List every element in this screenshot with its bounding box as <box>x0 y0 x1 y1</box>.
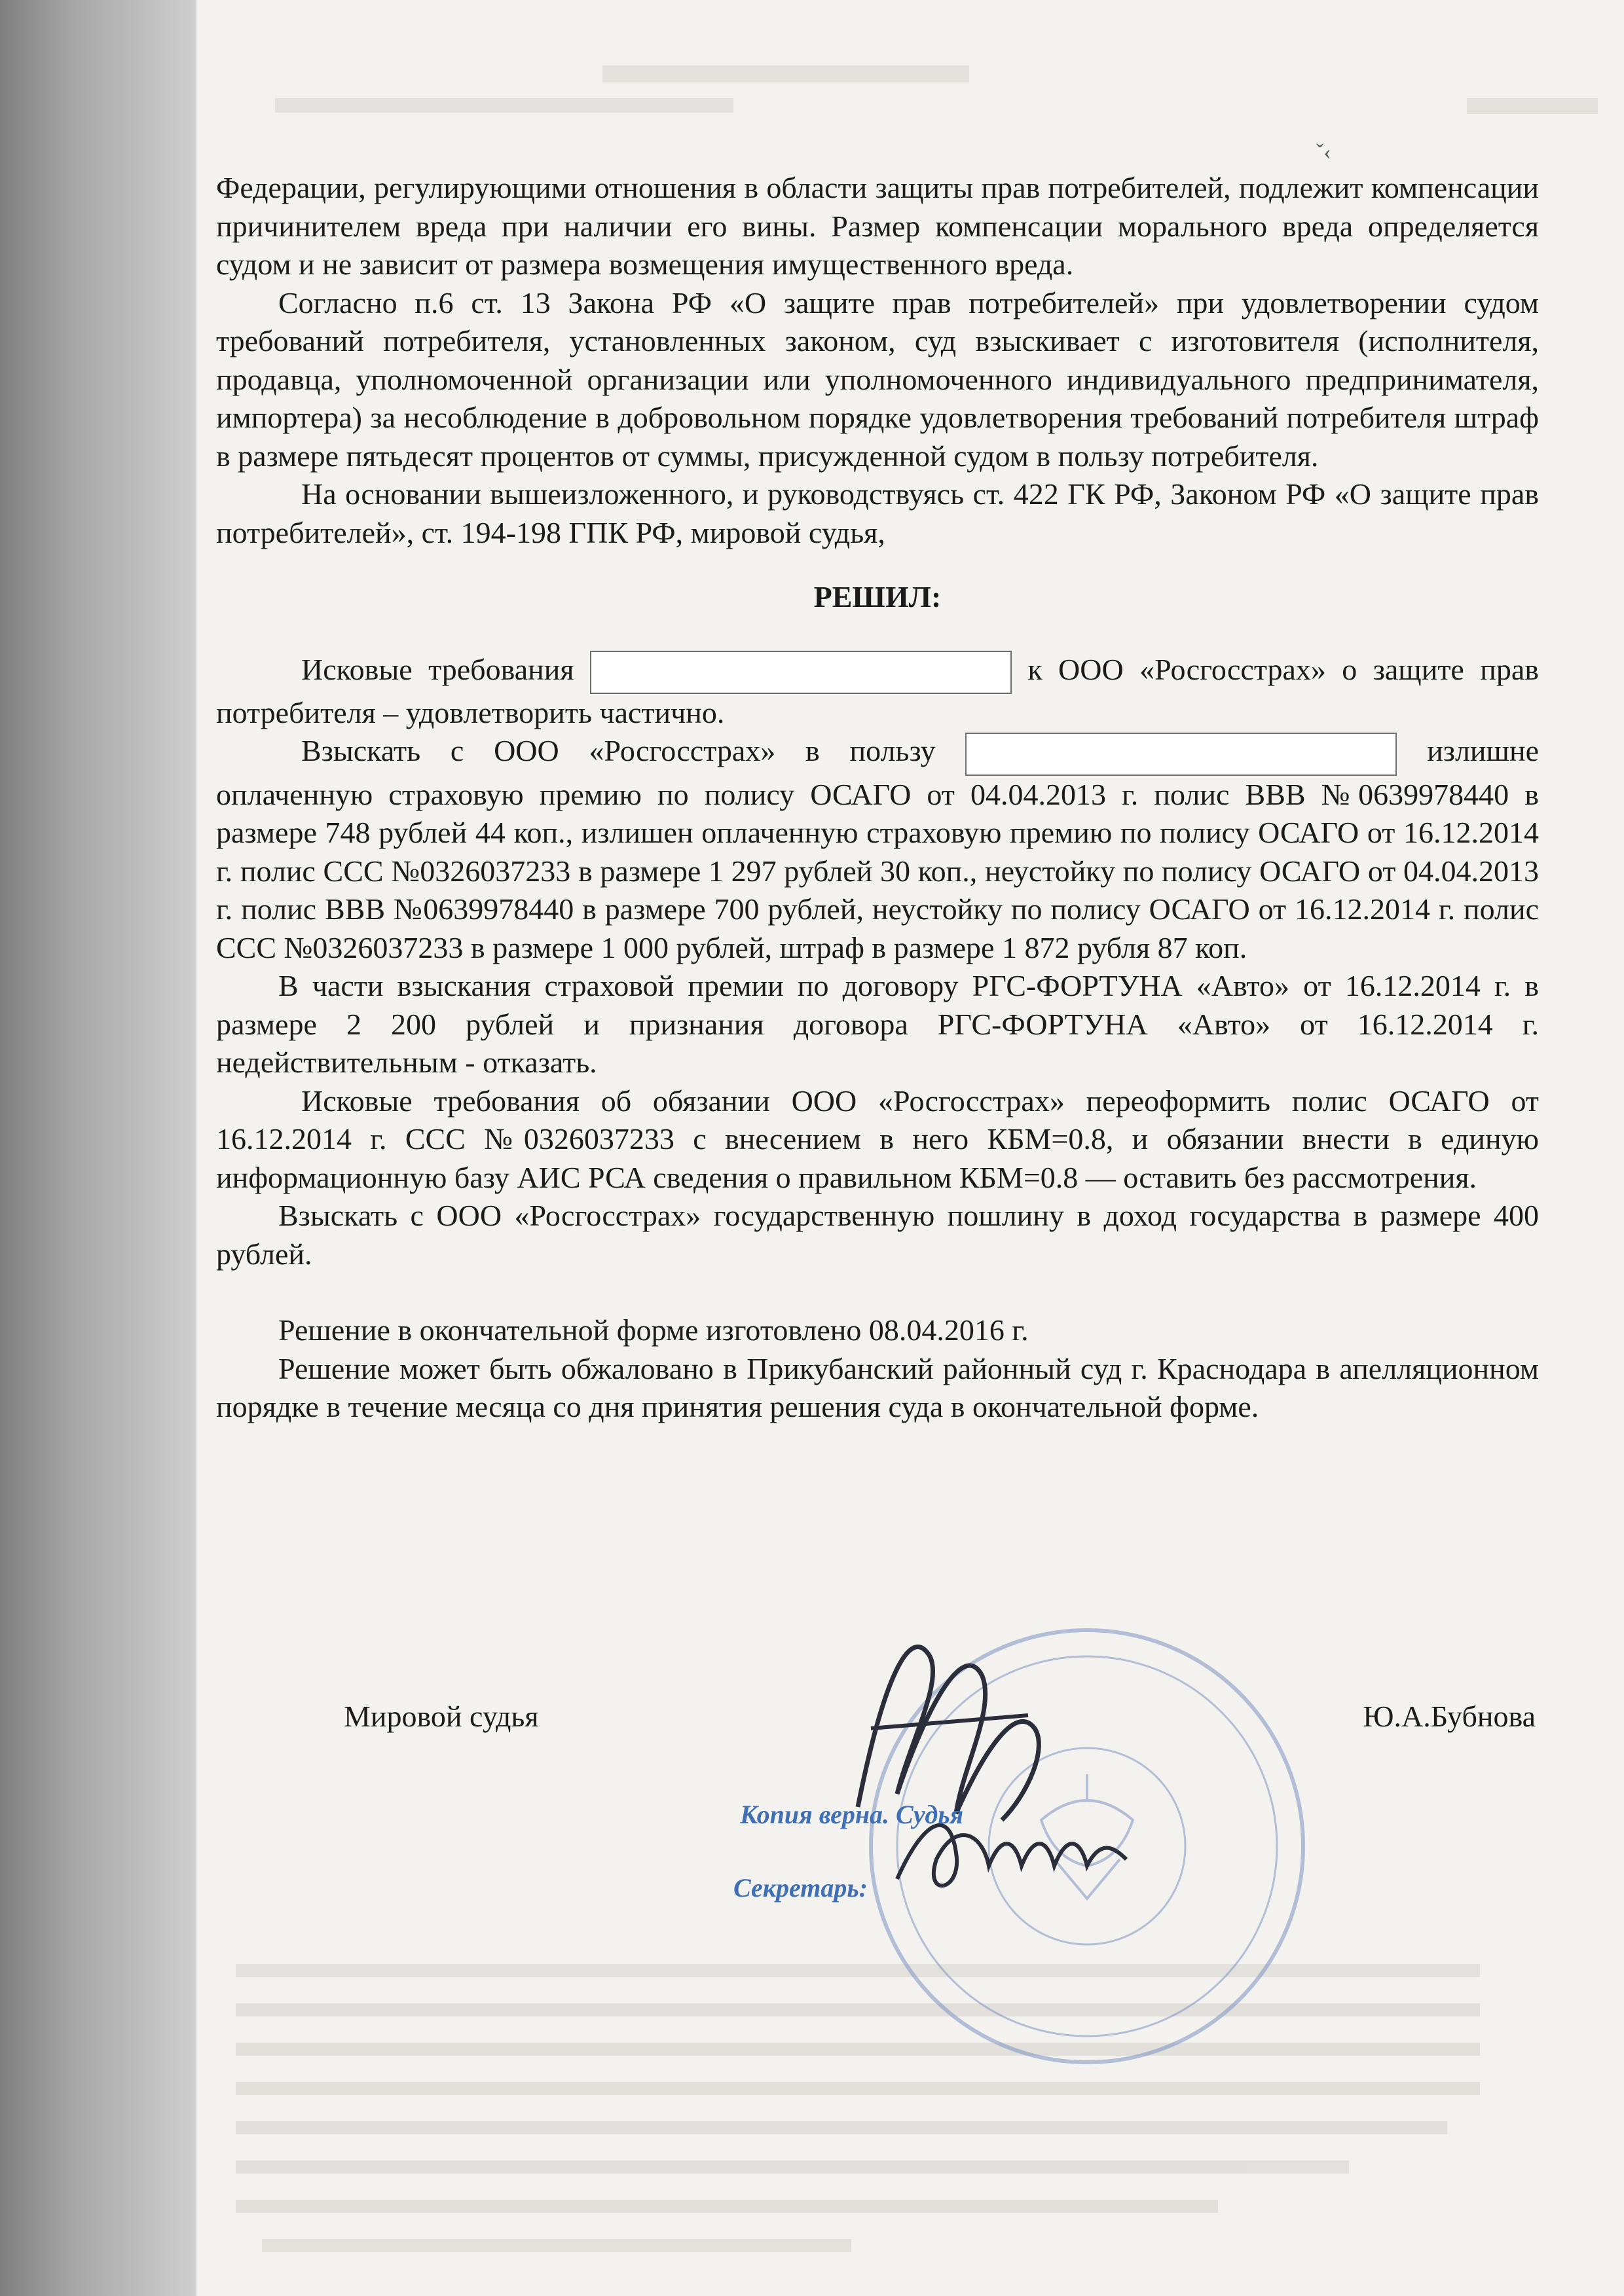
paragraph-appeal: Решение может быть обжаловано в Прикубанский районный суд г. Краснодара в апелляционном порядке в течение месяца со дня принятия решения суда в окончательной форме. <box>216 1351 1539 1424</box>
secretary-label: Секретарь: <box>733 1873 868 1903</box>
copy-certification-text: Копия верна. Судья <box>740 1800 964 1829</box>
collect-after: излишне оплаченную страховую премию по полису ОСАГО от 04.04.2013 г. полис ВВВ №0639978440 в размере 748 рублей 44 коп., излишен оплаченную страховую премию по полису ОСАГО от 16.12.2014 г. полис ССС №0326037233 в размере 1 297 рублей 30 коп., неустойку по полису ОСАГО от 04.04.2013 г. полис ВВВ №0639978440 в размере 700 рублей, неустойку по полису ОСАГО от 16.12.2014 г. полис ССС №0326037233 в размере 1 000 рублей, штраф в размере 1 872 рубля 87 коп. <box>216 734 1540 964</box>
paragraph-collect <box>216 732 1539 967</box>
claims-after: к ООО «Росгосстрах» о защите прав потребителя – удовлетворить частично. <box>216 652 1539 729</box>
paragraph-refuse: В части взыскания страховой премии по договору РГС-ФОРТУНА «Авто» от 16.12.2014 г. в размере 2 200 рублей и признания договора РГС-ФОРТУНА «Авто» от 16.12.2014 г. недействительным - отказать. <box>216 969 1539 1080</box>
scan-shadow-strip <box>0 0 196 2296</box>
judge-title: Мировой судья <box>344 1700 539 1733</box>
paragraph-claims <box>216 651 1539 733</box>
claims-before: Исковые требования <box>301 652 574 686</box>
paragraph-compensation: Федерации, регулирующими отношения в области защиты прав потребителей, подлежит компенсации причинителем вреда при наличии его вины. Размер компенсации морального вреда определяется судом и не зависит от размера возмещения имущественного вреда. <box>216 171 1539 281</box>
paragraph-grounds: На основании вышеизложенного, и руководствуясь ст. 422 ГК РФ, Законом РФ «О защите прав потребителей», ст. 194-198 ГПК РФ, мировой судья, <box>216 477 1539 549</box>
document-body <box>216 169 1539 1427</box>
paragraph-no-review: Исковые требования об обязании ООО «Росгосстрах» переоформить полис ОСАГО от 16.12.2014 г. ССС №0326037233 с внесением в него КБМ=0.8, и обязании внести в единую информационную базу АИС РСА сведения о правильном КБМ=0.8 — оставить без рассмотрения. <box>216 1084 1539 1194</box>
redacted-name-box <box>590 651 1012 694</box>
judge-name: Ю.А.Бубнова <box>1363 1700 1536 1733</box>
collect-before: Взыскать с ООО «Росгосстрах» в пользу <box>301 734 936 768</box>
paragraph-duty: Взыскать с ООО «Росгосстрах» государственную пошлину в доход государства в размере 400 рублей. <box>216 1199 1539 1271</box>
paragraph-final-form: Решение в окончательной форме изготовлено 08.04.2016 г. <box>278 1313 1029 1347</box>
decision-heading: РЕШИЛ: <box>813 580 942 613</box>
paragraph-fine-rule: Согласно п.6 ст. 13 Закона РФ «О защите прав потребителей» при удовлетворении судом требований потребителя, установленных законом, суд взыскивает с изготовителя (исполнителя, продавца, уполномоченной организации или уполномоченного индивидуального предпринимателя, импортера) за несоблюдение в добровольном порядке удовлетворения требований потребителя штраф в размере пятьдесят процентов от суммы, присужденной судом в пользу потребителя. <box>216 285 1539 473</box>
scan-mark: ˇ‹ <box>1316 140 1331 164</box>
redacted-name-box <box>965 733 1397 776</box>
